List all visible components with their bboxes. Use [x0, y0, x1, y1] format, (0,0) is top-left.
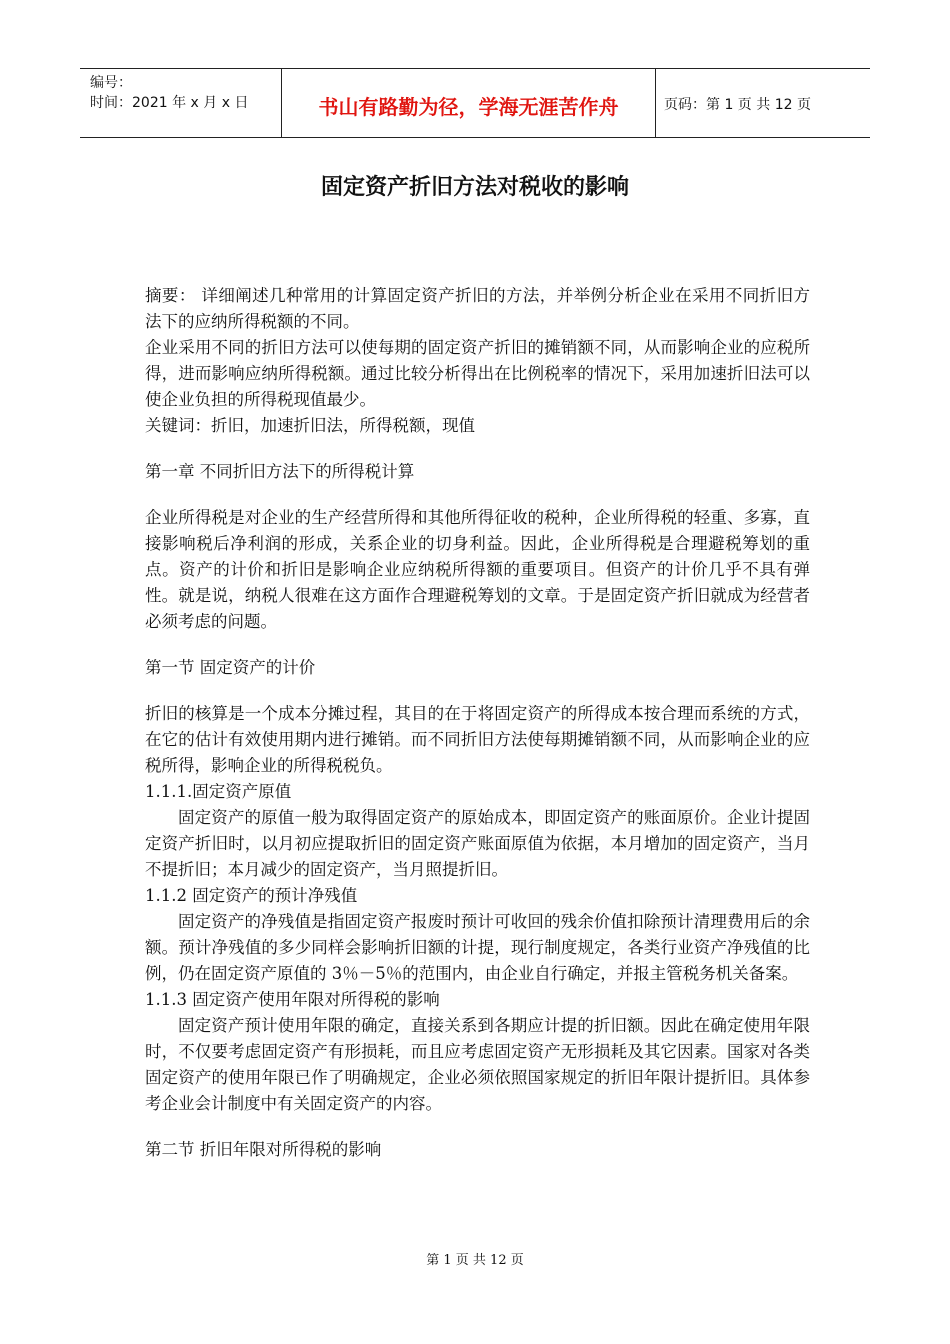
header-divider [655, 69, 656, 137]
subsection-paragraph: 固定资产预计使用年限的确定，直接关系到各期应计提的折旧额。因此在确定使用年限时，不仅要考虑固定资产有形损耗，而且应考虑固定资产无形损耗及其它因素。国家对各类固定资产的使用年限已作了明确规定，企业必须依照国家规定的折旧年限计提折旧。具体参考企业会计制度中有关固定资产的内容。 [145, 1016, 810, 1113]
document-body [145, 283, 810, 1163]
abstract-paragraph: 摘要： 详细阐述几种常用的计算固定资产折旧的方法，并举例分析企业在采用不同折旧方法下的应纳所得税额的不同。 [145, 286, 810, 331]
document-title: 固定资产折旧方法对税收的影响 [320, 175, 629, 200]
document-number: 编号： [90, 75, 132, 91]
document-date: 时间：2021 年 x 月 x 日 [90, 95, 249, 111]
keywords: 关键词：折旧，加速折旧法，所得税额，现值 [145, 416, 475, 435]
header-page-info: 页码：第 1 页 共 12 页 [664, 97, 811, 113]
subsection-title: 1.1.3 固定资产使用年限对所得税的影响 [145, 990, 440, 1009]
subsection-paragraph: 固定资产的原值一般为取得固定资产的原始成本，即固定资产的账面原价。企业计提固定资产折旧时，以月初应提取折旧的固定资产账面原值为依据，本月增加的固定资产，当月不提折旧；本月减少的固定资产，当月照提折旧。 [145, 808, 810, 879]
page-footer: 第 1 页 共 12 页 [426, 1253, 524, 1268]
abstract-paragraph: 企业采用不同的折旧方法可以使每期的固定资产折旧的摊销额不同，从而影响企业的应税所得，进而影响应纳所得税额。通过比较分析得出在比例税率的情况下，采用加速折旧法可以使企业负担的所得税现值最少。 [145, 338, 810, 409]
header-motto: 书山有路勤为径，学海无涯苦作舟 [318, 95, 619, 119]
subsection-title: 1.1.2 固定资产的预计净残值 [145, 886, 358, 905]
header-meta [90, 73, 280, 113]
section-heading: 第二节 折旧年限对所得税的影响 [145, 1140, 382, 1159]
chapter-paragraph: 企业所得税是对企业的生产经营所得和其他所得征收的税种，企业所得税的轻重、多寡，直接影响税后净利润的形成，关系企业的切身利益。因此，企业所得税是合理避税筹划的重点。资产的计价和折旧是影响企业应纳税所得额的重要项目。但资产的计价几乎不具有弹性。就是说，纳税人很难在这方面作合理避税筹划的文章。于是固定资产折旧就成为经营者必须考虑的问题。 [145, 508, 810, 631]
section-heading: 第一节 固定资产的计价 [145, 658, 316, 677]
page-header [80, 68, 870, 138]
subsection-title: 1.1.1.固定资产原值 [145, 782, 292, 801]
section-paragraph: 折旧的核算是一个成本分摊过程，其目的在于将固定资产的所得成本按合理而系统的方式，在它的估计有效使用期内进行摊销。而不同折旧方法使每期摊销额不同，从而影响企业的应税所得，影响企业的所得税税负。 [145, 704, 810, 775]
subsection-paragraph: 固定资产的净残值是指固定资产报废时预计可收回的残余价值扣除预计清理费用后的余额。预计净残值的多少同样会影响折旧额的计提，现行制度规定，各类行业资产净残值的比例，仍在固定资产原值的 3％－5％的范围内，由企业自行确定，并报主管税务机关备案。 [145, 912, 810, 983]
chapter-heading: 第一章 不同折旧方法下的所得税计算 [145, 462, 415, 481]
